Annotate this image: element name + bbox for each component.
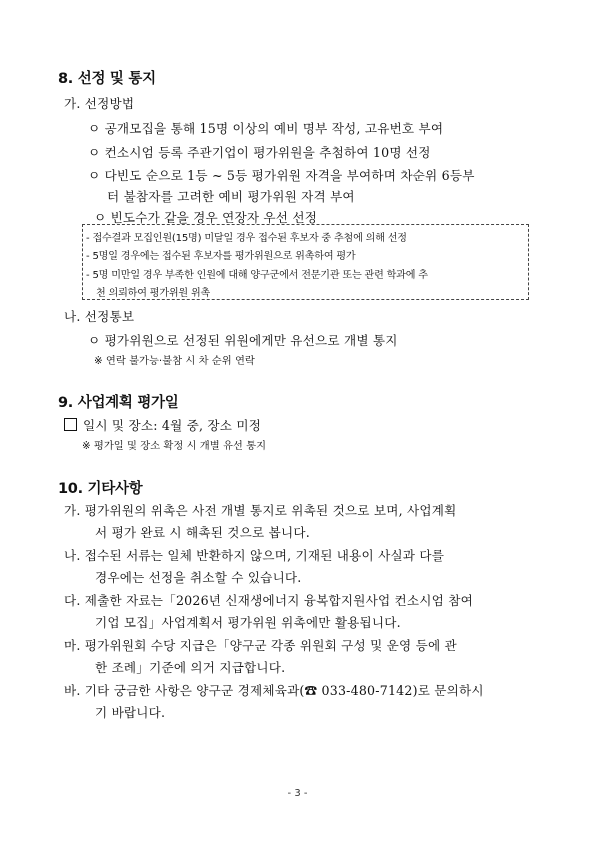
misc-item: 마. 평가위원회 수당 지급은「양구군 각종 위원회 구성 및 운영 등에 관 <box>64 638 457 653</box>
selection-item: ㅇ 공개모집을 통해 15명 이상의 예비 명부 작성, 고유번호 부여 <box>88 121 444 136</box>
notice-item: ㅇ 평가위원으로 선정된 위원에게만 유선으로 개별 통지 <box>88 333 398 348</box>
misc-item: 바. 기타 궁금한 사항은 양구군 경제체육과(☎ 033-480-7142)로 문의하시 <box>64 683 484 698</box>
section-10-title: 10. 기타사항 <box>58 481 143 497</box>
box-note: - 접수결과 모집인원(15명) 미달일 경우 접수된 후보자 중 추첨에 의해 선정 <box>86 233 407 244</box>
section-9-title: 9. 사업계획 평가일 <box>58 395 179 411</box>
misc-item-continued: 기업 모집」사업계획서 평가위원 위촉에만 활용됩니다. <box>95 615 401 630</box>
box-note: - 5명일 경우에는 접수된 후보자를 평가위원으로 위촉하여 평가 <box>86 251 356 262</box>
selection-item-continued: 터 불참자를 고려한 예비 평가위원 자격 부여 <box>107 189 355 204</box>
page-number: - 3 - <box>287 788 308 799</box>
evaluation-date-text: 일시 및 장소: 4월 중, 장소 미정 <box>83 418 262 433</box>
evaluation-date-note: ※ 평가일 및 장소 확정 시 개별 유선 통지 <box>82 440 267 452</box>
checkbox-icon <box>64 418 77 431</box>
misc-item-continued: 서 평가 완료 시 해촉된 것으로 봅니다. <box>95 525 310 540</box>
evaluation-date-item <box>64 415 261 434</box>
notice-note: ※ 연락 불가능·불참 시 차 순위 연락 <box>94 355 255 367</box>
misc-item-continued: 한 조례」기준에 의거 지급합니다. <box>95 660 286 675</box>
misc-item: 다. 제출한 자료는「2026년 신재생에너지 융복합지원사업 컨소시엄 참여 <box>64 593 473 608</box>
box-note: - 5명 미만일 경우 부족한 인원에 대해 양구군에서 전문기관 또는 관련 학과에 추 <box>86 270 428 281</box>
misc-item: 나. 접수된 서류는 일체 반환하지 않으며, 기재된 내용이 사실과 다를 <box>64 548 445 563</box>
selection-item: ㅇ 빈도수가 같을 경우 연장자 우선 선정 <box>94 210 318 225</box>
selection-item: ㅇ 컨소시엄 등록 주관기업이 평가위원을 추첨하여 10명 선정 <box>88 145 431 160</box>
misc-item-continued: 경우에는 선정을 취소할 수 있습니다. <box>95 570 302 585</box>
subsection-selection-method: 가. 선정방법 <box>64 96 135 111</box>
selection-notes-box <box>82 224 529 300</box>
subsection-selection-notice: 나. 선정통보 <box>64 309 135 324</box>
misc-item: 가. 평가위원의 위촉은 사전 개별 통지로 위촉된 것으로 보며, 사업계획 <box>64 503 457 518</box>
section-8-title: 8. 선정 및 통지 <box>58 71 156 87</box>
box-note-continued: 천 의뢰하여 평가위원 위촉 <box>96 288 211 299</box>
selection-item: ㅇ 다빈도 순으로 1등 ~ 5등 평가위원 자격을 부여하며 차순위 6등부 <box>88 168 475 183</box>
misc-item-continued: 기 바랍니다. <box>95 705 166 720</box>
